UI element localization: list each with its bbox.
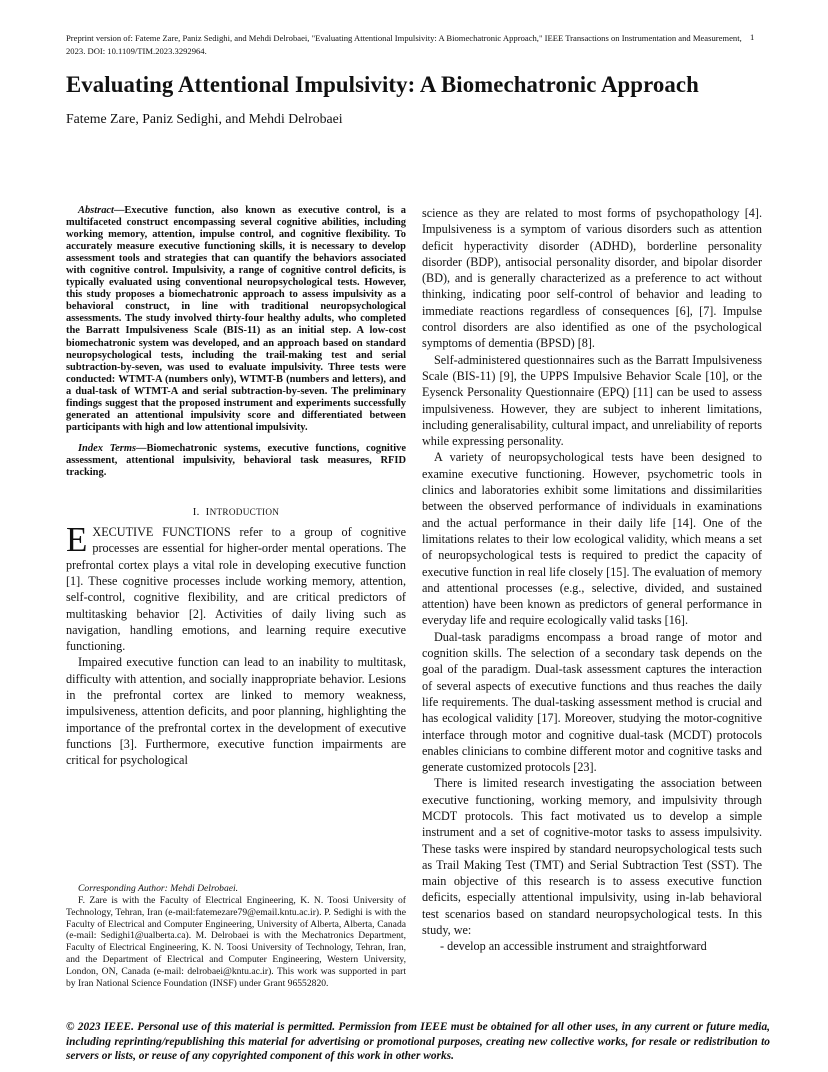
affiliations: F. Zare is with the Faculty of Electrical Engineering, K. N. Toosi University of Technology, Tehran, Iran (e-mail:fatemezare79@email.kntu.ac.ir). P. Sedighi is with the Faculty of Electrical and Computer Engineering, University of Alberta, Alberta, Canada (e-mail: Sedighi1@ualberta.ca). M. Delrobaei is with the Mechatronics Department, Faculty of Electrical Engineering, K. N. Toosi University of Technology, Tehran, Iran, and the Department of Electrical and Computer Engineering, Western University, London, ON, Canada (e-mail: delrobaei@kntu.ac.ir). This work was supported in part by Iran National Science Foundation (INSF) under Grant 96552820. (66, 894, 406, 989)
abstract-label: Abstract (78, 205, 114, 216)
intro-paragraph-2: Impaired executive function can lead to an inability to multitask, difficulty with attention, and socially inappropriate behavior. Lesions in the prefrontal cortex are linked to memory weakness, impulsiveness, attention deficits, and poor planning, highlighting the importance of the prefrontal cortex in the development of executive functions [3]. Furthermore, executive function impairments are critical for psychological (66, 655, 406, 768)
section-rest: NTRODUCTION (209, 507, 280, 518)
intro-paragraph-1-text: XECUTIVE FUNCTIONS refer to a group of cognitive processes are essential for higher-order mental operations. The prefrontal cortex plays a vital role in developing executive function [1]. These cognitive processes include working memory, attention, self-control, cognitive flexibility, and are critical predictors of multitasking behavior [2]. Activities of daily living such as navigation, handling emotions, and learning require executive functioning. (66, 525, 406, 654)
right-paragraph-1: science as they are related to most forms of psychopathology [4]. Impulsiveness is a symptom of various disorders such as attention deficit hyperactivity disorder (ADHD), borderline personality disorder (BDP), antisocial personality disorder, and bipolar disorder (BD), and is generally characterized as a preference to act without thinking, indicating poor self-control of behavior and leading to immediate reactions regardless of consequences [6], [7]. Impulse control disorders are also identified as one of the psychological symptoms of dementia (BPSD) [8]. (422, 206, 762, 351)
right-paragraph-2: Self-administered questionnaires such as the Barratt Impulsiveness Scale (BIS-11) [9], the UPPS Impulsive Behavior Scale [10], or the Eysenck Personality Questionnaire (EPQ) [11] can be used to assess impulsiveness. However, they are subject to inherent limitations, including generalisability, cultural impact, and unreliability of reports while expressing personality. (422, 352, 762, 449)
drop-cap: E (66, 520, 88, 560)
right-paragraph-4: Dual-task paradigms encompass a broad range of motor and cognition skills. The selection of a secondary task depends on the goal of the paradigm. Dual-task assessment captures the interaction of several aspects of executive functions and thus reaches the daily life requirements. The dual-tasking assessment method is crucial and has ecological validity [17]. Moreover, studying the motor-cognitive interface through motor and cognitive dual-task (MCDT) protocols enables clinicians to combine different motor and cognitive tasks and generate customized protocols [23]. (422, 629, 762, 775)
abstract-text: —Executive function, also known as executive control, is a multifaceted construct encompassing several cognitive abilities, including working memory, attention, impulse control, and cognitive flexibility. To accurately measure executive functioning skills, it is necessary to develop assessment tools and strategies that can quantify the behaviors associated with cognitive control. Impulsivity, a range of cognitive control deficits, is typically evaluated using conventional neuropsychological tests. However, this study proposes a biomechatronic approach to assess impulsivity as a behavioral construct, in line with traditional neuropsychological assessments. The study involved thirty-four healthy adults, who completed the Barratt Impulsiveness Scale (BIS-11) as an initial step. A low-cost biomechatronic system was developed, and an approach based on standard neuropsychological tests, including the trail-making test and serial subtraction-by-seven, was used to evaluate impulsivity. Three tests were conducted: WTMT-A (numbers only), WTMT-B (numbers and letters), and a dual-task of WTMT-A and serial subtraction-by-seven. The preliminary findings suggest that the proposed instrument and experiments successfully generated an attentional impulsivity score and differentiated between participants with high and low attentional impulsivity. (66, 205, 406, 433)
section-heading-introduction (66, 506, 406, 518)
footnote (66, 883, 406, 990)
page-number: 1 (750, 32, 755, 42)
index-terms-label: Index Terms (78, 442, 137, 454)
index-terms-text: —Biomechatronic systems, executive functions, cognitive assessment, attentional impulsivity, behavioral task measures, RFID tracking. (66, 442, 407, 478)
section-initial: I (205, 506, 210, 519)
abstract (66, 205, 406, 434)
contribution-bullet: - develop an accessible instrument and straightforward (440, 939, 707, 954)
copyright-notice: © 2023 IEEE. Personal use of this material is permitted. Permission from IEEE must be obtained for all other uses, in any current or future media, including reprinting/republishing this material for advertising or promotional purposes, creating new collective works, for resale or redistribution to servers or lists, or reuse of any copyrighted component of this work in other works. (66, 1021, 770, 1063)
left-column (66, 205, 406, 768)
right-paragraph-3: A variety of neuropsychological tests have been designed to examine executive functioning. However, psychometric tools in clinics and laboratories exhibit some limitations and dissimilarities between the observed performance of individuals in examinations and the actual performance in their daily life [14]. One of the limitations relates to their low ecological validity, which means a set of neuropsychological tests is required to predict the capacity of executive function in real life closely [15]. The evaluation of memory and attentional processes (e.g., selective, divided, and sustained attention) have been known as predictors of general performance in everyday life and require ecologically valid tasks [16]. (422, 450, 762, 628)
section-numeral: I. (192, 506, 200, 519)
paper-title: Evaluating Attentional Impulsivity: A Biomechatronic Approach (66, 72, 699, 97)
right-paragraph-5: There is limited research investigating the association between executive functioning, working memory, and impulsivity through MCDT protocols. This fact motivated us to develop a simple instrument and a set of cognitive-motor tasks to assess impulsivity. These tasks were inspired by standard neuropsychological tests such as Trail Making Test (TMT) and Serial Subtraction Test (SST). The main objective of this research is to assess executive function deficits, especially attentional impulsivity, using in-lab behavioral test scenarios based on standard neuropsychological tests. In this study, we: (422, 776, 762, 938)
intro-paragraph-1 (66, 520, 406, 654)
corresponding-author: Corresponding Author: Mehdi Delrobaei. (78, 883, 239, 894)
preprint-notice: Preprint version of: Fateme Zare, Paniz Sedighi, and Mehdi Delrobaei, "Evaluating Attentional Impulsivity: A Biomechatronic Approach," IEEE Transactions on Instrumentation and Measurement, 2023. DOI: 10.1109/TIM.2023.3292964. (66, 33, 742, 56)
author-list: Fateme Zare, Paniz Sedighi, and Mehdi Delrobaei (66, 111, 343, 126)
index-terms (66, 443, 406, 479)
right-column (422, 205, 762, 955)
